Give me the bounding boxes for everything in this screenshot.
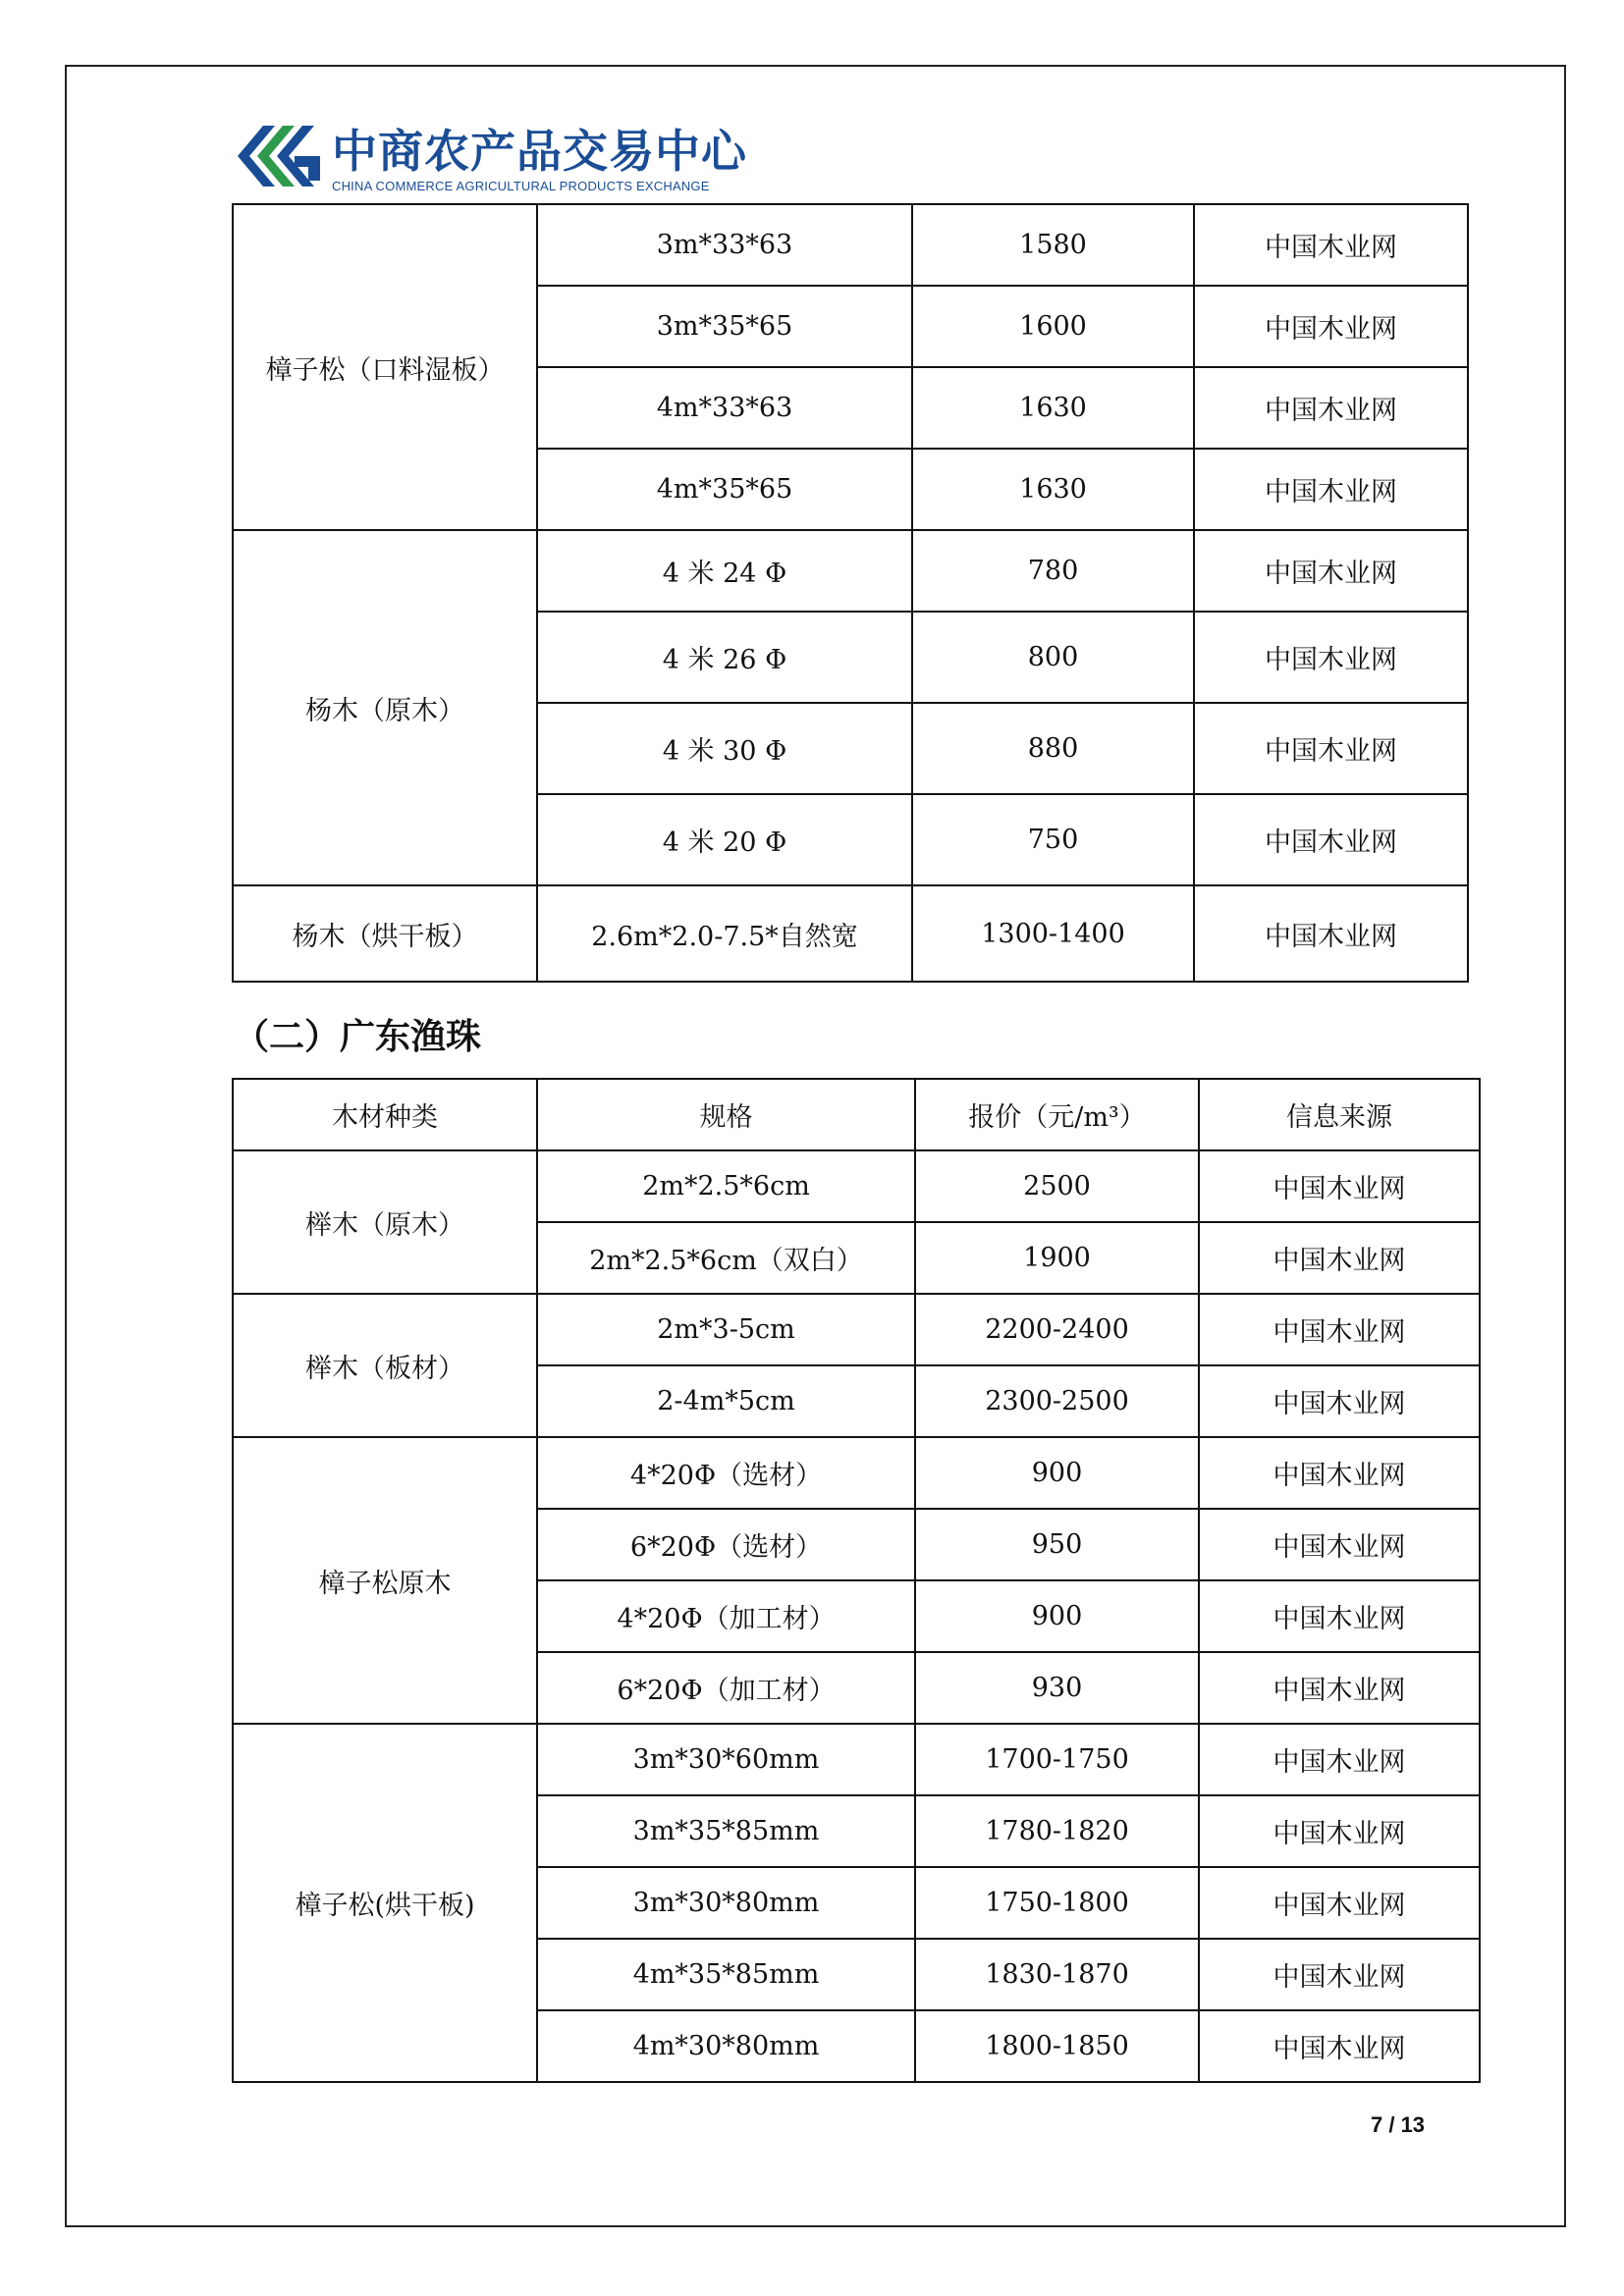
logo-name-cn: 中商农产品交易中心 (332, 125, 747, 178)
source-cell: 中国木业网 (1199, 1795, 1480, 1867)
spec-cell: 4m*35*65 (537, 449, 912, 530)
spec-cell: 2.6m*2.0-7.5*自然宽 (537, 885, 912, 982)
source-cell: 中国木业网 (1199, 1150, 1480, 1222)
source-cell: 中国木业网 (1194, 286, 1468, 367)
logo-mark-icon (234, 120, 324, 192)
spec-cell: 6*20Φ（选材） (537, 1509, 915, 1580)
source-cell: 中国木业网 (1199, 1652, 1480, 1724)
wood-type-cell: 杨木（原木） (233, 530, 537, 885)
spec-cell: 4 米 24 Φ (537, 530, 912, 612)
price-cell: 1830-1870 (915, 1939, 1199, 2010)
source-cell: 中国木业网 (1194, 794, 1468, 885)
spec-cell: 3m*33*63 (537, 204, 912, 286)
spec-cell: 4*20Φ（选材） (537, 1437, 915, 1509)
wood-type-cell: 樟子松（口料湿板） (233, 204, 537, 530)
price-cell: 1630 (912, 367, 1194, 449)
table-header-row (233, 1079, 1480, 1150)
spec-cell: 4m*35*85mm (537, 1939, 915, 2010)
column-header-spec: 规格 (537, 1079, 915, 1150)
wood-type-cell: 樟子松原木 (233, 1437, 537, 1724)
price-cell: 750 (912, 794, 1194, 885)
price-cell: 2200-2400 (915, 1294, 1199, 1365)
price-cell: 1700-1750 (915, 1724, 1199, 1795)
spec-cell: 2m*2.5*6cm（双白） (537, 1222, 915, 1294)
price-cell: 1780-1820 (915, 1795, 1199, 1867)
price-cell: 1580 (912, 204, 1194, 286)
price-cell: 950 (915, 1509, 1199, 1580)
price-cell: 780 (912, 530, 1194, 612)
column-header-source: 信息来源 (1199, 1079, 1480, 1150)
source-cell: 中国木业网 (1199, 1437, 1480, 1509)
wood-type-cell: 榉木（原木） (233, 1150, 537, 1294)
source-cell: 中国木业网 (1199, 1509, 1480, 1580)
table-row (233, 204, 1468, 286)
source-cell: 中国木业网 (1199, 1222, 1480, 1294)
spec-cell: 4 米 30 Φ (537, 703, 912, 794)
column-header-type: 木材种类 (233, 1079, 537, 1150)
price-cell: 1600 (912, 286, 1194, 367)
price-cell: 1900 (915, 1222, 1199, 1294)
spec-cell: 3m*30*80mm (537, 1867, 915, 1939)
spec-cell: 3m*35*65 (537, 286, 912, 367)
source-cell: 中国木业网 (1194, 367, 1468, 449)
source-cell: 中国木业网 (1199, 1580, 1480, 1652)
price-table-guangdong (232, 1078, 1481, 2083)
source-cell: 中国木业网 (1194, 204, 1468, 286)
price-cell: 1300-1400 (912, 885, 1194, 982)
spec-cell: 2m*2.5*6cm (537, 1150, 915, 1222)
source-cell: 中国木业网 (1199, 1724, 1480, 1795)
column-header-price: 报价（元/m³） (915, 1079, 1199, 1150)
source-cell: 中国木业网 (1194, 449, 1468, 530)
price-cell: 900 (915, 1437, 1199, 1509)
spec-cell: 2m*3-5cm (537, 1294, 915, 1365)
source-cell: 中国木业网 (1199, 1867, 1480, 1939)
spec-cell: 3m*35*85mm (537, 1795, 915, 1867)
price-cell: 2500 (915, 1150, 1199, 1222)
price-cell: 1800-1850 (915, 2010, 1199, 2082)
price-cell: 800 (912, 612, 1194, 703)
price-cell: 930 (915, 1652, 1199, 1724)
spec-cell: 4 米 20 Φ (537, 794, 912, 885)
source-cell: 中国木业网 (1194, 885, 1468, 982)
table-row (233, 530, 1468, 612)
spec-cell: 6*20Φ（加工材） (537, 1652, 915, 1724)
wood-type-cell: 樟子松(烘干板) (233, 1724, 537, 2082)
price-cell: 1630 (912, 449, 1194, 530)
price-cell: 900 (915, 1580, 1199, 1652)
spec-cell: 3m*30*60mm (537, 1724, 915, 1795)
source-cell: 中国木业网 (1194, 612, 1468, 703)
company-logo (234, 116, 747, 198)
logo-name-en: CHINA COMMERCE AGRICULTURAL PRODUCTS EXCHANGE (332, 179, 710, 193)
section-heading: （二）广东渔珠 (234, 1017, 482, 1057)
price-cell: 2300-2500 (915, 1365, 1199, 1437)
price-cell: 880 (912, 703, 1194, 794)
source-cell: 中国木业网 (1199, 1365, 1480, 1437)
spec-cell: 2-4m*5cm (537, 1365, 915, 1437)
source-cell: 中国木业网 (1194, 530, 1468, 612)
source-cell: 中国木业网 (1199, 1294, 1480, 1365)
table-row (233, 1294, 1480, 1365)
source-cell: 中国木业网 (1199, 1939, 1480, 2010)
price-cell: 1750-1800 (915, 1867, 1199, 1939)
table-row (233, 1150, 1480, 1222)
source-cell: 中国木业网 (1199, 2010, 1480, 2082)
table-row (233, 1724, 1480, 1795)
price-table-continued (232, 203, 1469, 983)
wood-type-cell: 榉木（板材） (233, 1294, 537, 1437)
spec-cell: 4 米 26 Φ (537, 612, 912, 703)
page-number: 7 / 13 (1371, 2112, 1426, 2137)
spec-cell: 4*20Φ（加工材） (537, 1580, 915, 1652)
spec-cell: 4m*33*63 (537, 367, 912, 449)
source-cell: 中国木业网 (1194, 703, 1468, 794)
table-row (233, 885, 1468, 982)
table-row (233, 1437, 1480, 1509)
spec-cell: 4m*30*80mm (537, 2010, 915, 2082)
wood-type-cell: 杨木（烘干板） (233, 885, 537, 982)
